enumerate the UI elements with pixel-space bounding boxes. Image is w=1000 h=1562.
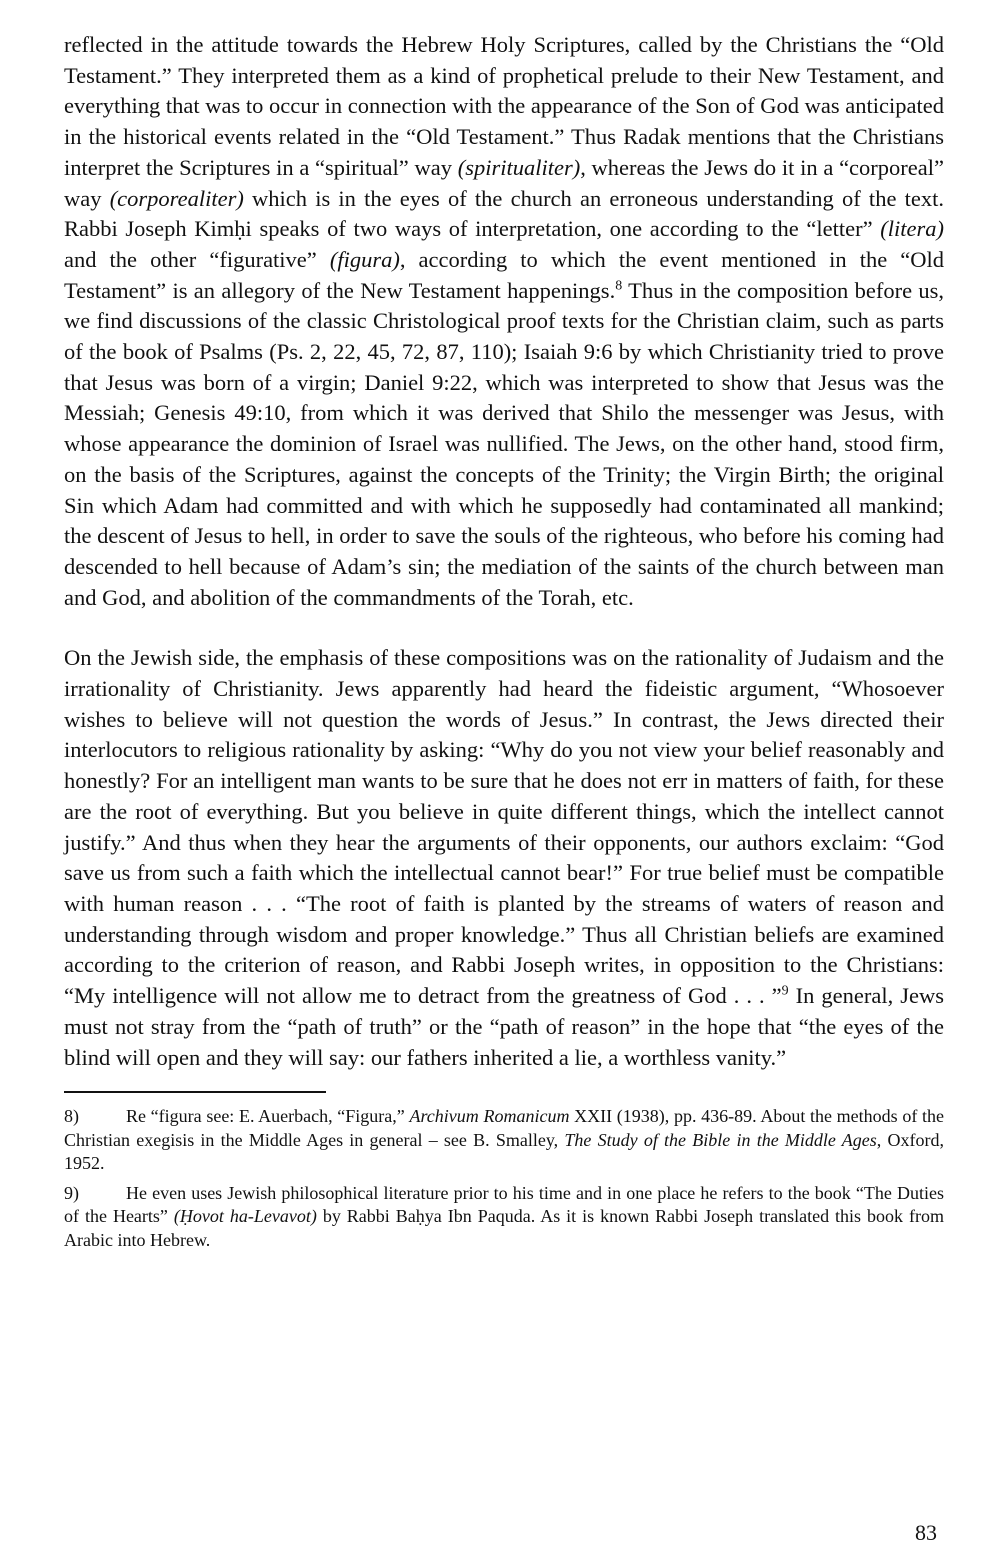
body-paragraph-1: [64, 30, 944, 613]
italic-text: (figura): [329, 246, 400, 272]
italic-text: (corporealiter): [109, 185, 244, 211]
text-run: , Oxford, 1952.: [64, 1129, 944, 1174]
italic-text: (litera): [880, 216, 944, 242]
body-paragraph-2: [64, 643, 944, 1073]
text-run: Thus in the composition before us, we find discussions of the classic Christological proof texts for the Christian claim, such as parts of the book of Psalms (Ps. 2, 22, 45, 72, 87, 110); Isaiah 9:6 by which Christianity tried to prove that Jesus was born of a virgin; Daniel 9:22, which was interpreted to show that Jesus was the Messiah; Genesis 49:10, from which it was derived that Shilo the messenger was Jesus, with whose appearance the dominion of Israel was nullified. The Jews, on the other hand, stood firm, on the basis of the Scriptures, against the concepts of the Trinity; the Virgin Birth; the original Sin which Adam had committed and with which he supposedly had contaminated all mankind; the descent of Jesus to hell, in order to save the souls of the righteous, who before his coming had descended to hell because of Adam’s sin; the mediation of the saints of the church between man and God, and abolition of the commandments of the Torah, etc.: [64, 277, 945, 610]
text-run: and the other “figurative”: [64, 246, 330, 272]
text-run: XXII (1938), pp. 436-89. About the methods of the Christian exegisis in the Middle Ages in general – see B. Smalley,: [64, 1106, 945, 1150]
italic-text: (Ḥovot ha-Levavot): [173, 1206, 317, 1227]
footnote-number: 9): [64, 1182, 79, 1203]
page-number: 83: [915, 1520, 937, 1545]
text-run: reflected in the attitude towards the Hebrew Holy Scriptures, called by the Christians the “Old Testament.” They interpreted them as a kind of prophetical prelude to their New Testament, and everything that was to occur in connection with the appearance of the Son of God was anticipated in the historical events related in the “Old Testament.” Thus Radak mentions that the Christians interpret the Scriptures in a “spiritual” way: [64, 32, 944, 180]
footnote-reference: 9: [781, 983, 789, 999]
italic-text: Archivum Romanicum: [409, 1106, 570, 1127]
text-run: , whereas the Jews do it in a “corporeal” way: [64, 154, 944, 211]
footnote-number: 8): [64, 1106, 79, 1127]
text-run: which is in the eyes of the church an erroneous understanding of the text. Rabbi Joseph Kimḥi speaks of two ways of interpretation, one according to the “letter”: [64, 185, 944, 242]
text-run: He even uses Jewish philosophical literature prior to his time and in one place he refers to the book “The Duties of the Hearts”: [64, 1182, 944, 1227]
italic-text: The Study of the Bible in the Middle Ages: [564, 1129, 877, 1150]
text-run: In general, Jews must not stray from the “path of truth” or the “path of reason” in the hope that “the eyes of the blind will open and they will say: our fathers inherited a lie, a worthless vanity.”: [64, 983, 944, 1070]
footnote-8: [64, 1105, 944, 1176]
footnote-text: [64, 1183, 944, 1250]
page-body: [64, 30, 944, 1258]
footnote-separator: [64, 1091, 326, 1093]
italic-text: (spiritualiter): [457, 154, 581, 180]
text-run: Re “figura see: E. Auerbach, “Figura,”: [126, 1106, 410, 1127]
text-run: , according to which the event mentioned in the “Old Testament” is an allegory of the New Testament happenings.: [64, 246, 945, 303]
footnote-text: [64, 1106, 944, 1173]
footnote-reference: 8: [615, 278, 623, 294]
footnote-9: [64, 1182, 944, 1253]
text-run: by Rabbi Baḥya Ibn Paquda. As it is known Rabbi Joseph translated this book from Arabic into Hebrew.: [64, 1206, 945, 1250]
text-run: On the Jewish side, the emphasis of these compositions was on the rationality of Judaism and the irrationality of Christianity. Jews apparently had heard the fideistic argument, “Whosoever wishes to believe will not question the words of Jesus.” In contrast, the Jews directed their interlocutors to religious rationality by asking: “Why do you not view your belief reasonably and honestly? For an intelligent man wants to be sure that he does not err in matters of faith, for these are the root of everything. But you believe in quite different things, which the intellect cannot justify.” And thus when they hear the arguments of their opponents, our authors exclaim: “God save us from such a faith which the intellectual cannot bear!” For true belief must be compatible with human reason . . . “The root of faith is planted by the streams of waters of reason and understanding through wisdom and proper knowledge.” Thus all Christian beliefs are examined according to the criterion of reason, and Rabbi Joseph writes, in opposition to the Christians: “My intelligence will not allow me to detract from the greatness of God . . . ”: [64, 645, 944, 1009]
